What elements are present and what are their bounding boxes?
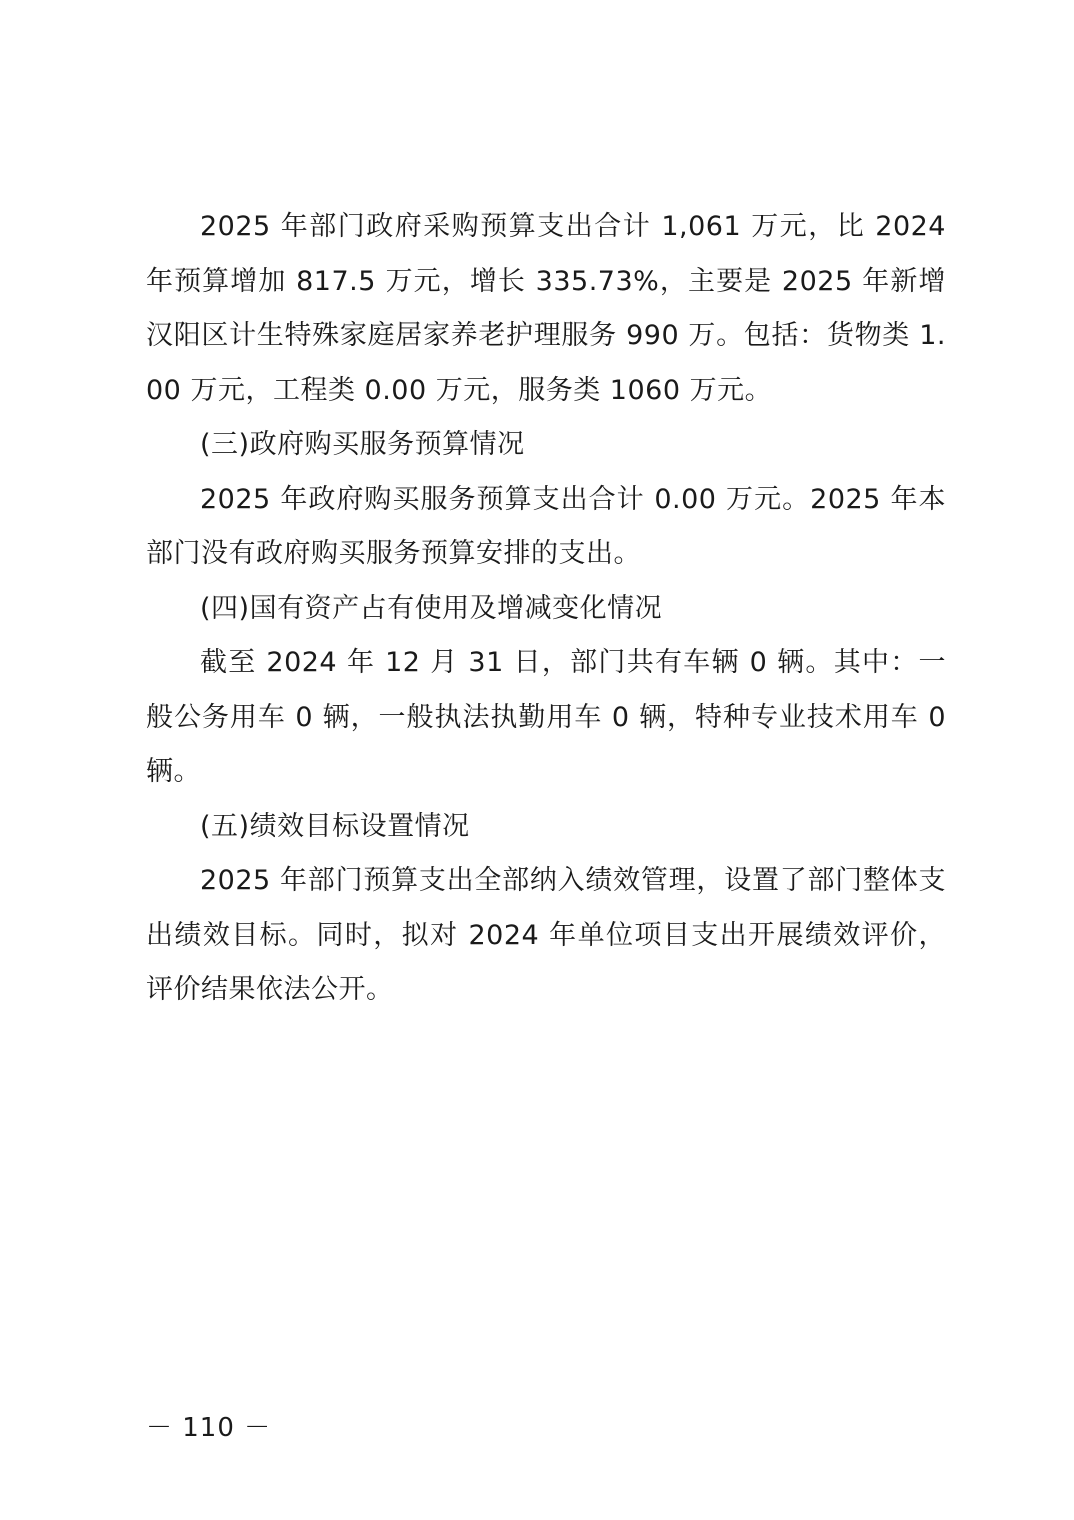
paragraph-service-purchase-budget: 2025 年政府购买服务预算支出合计 0.00 万元。2025 年本部门没有政府购买服务预算安排的支出。 (146, 483, 946, 569)
document-body (146, 200, 946, 1018)
paragraph-procurement-budget: 2025 年部门政府采购预算支出合计 1,061 万元，比 2024 年预算增加 817.5 万元，增长 335.73%，主要是 2025 年新增汉阳区计生特殊家庭居家养老护理服务 990 万。包括：货物类 1.00 万元，工程类 0.00 万元，服务类 1060 万元。 (146, 211, 946, 406)
heading-performance-targets: (五)绩效目标设置情况 (200, 810, 470, 842)
heading-government-service-purchase: (三)政府购买服务预算情况 (200, 429, 525, 460)
paragraph-performance-management: 2025 年部门预算支出全部纳入绩效管理，设置了部门整体支出绩效目标。同时，拟对 2024 年单位项目支出开展绩效评价，评价结果依法公开。 (146, 865, 946, 1005)
paragraph-vehicles: 截至 2024 年 12 月 31 日，部门共有车辆 0 辆。其中：一般公务用车 0 辆，一般执法执勤用车 0 辆，特种专业技术用车 0 辆。 (146, 647, 946, 787)
heading-state-assets: (四)国有资产占有使用及增减变化情况 (200, 592, 663, 624)
page-number: － 110 － (146, 1413, 272, 1443)
